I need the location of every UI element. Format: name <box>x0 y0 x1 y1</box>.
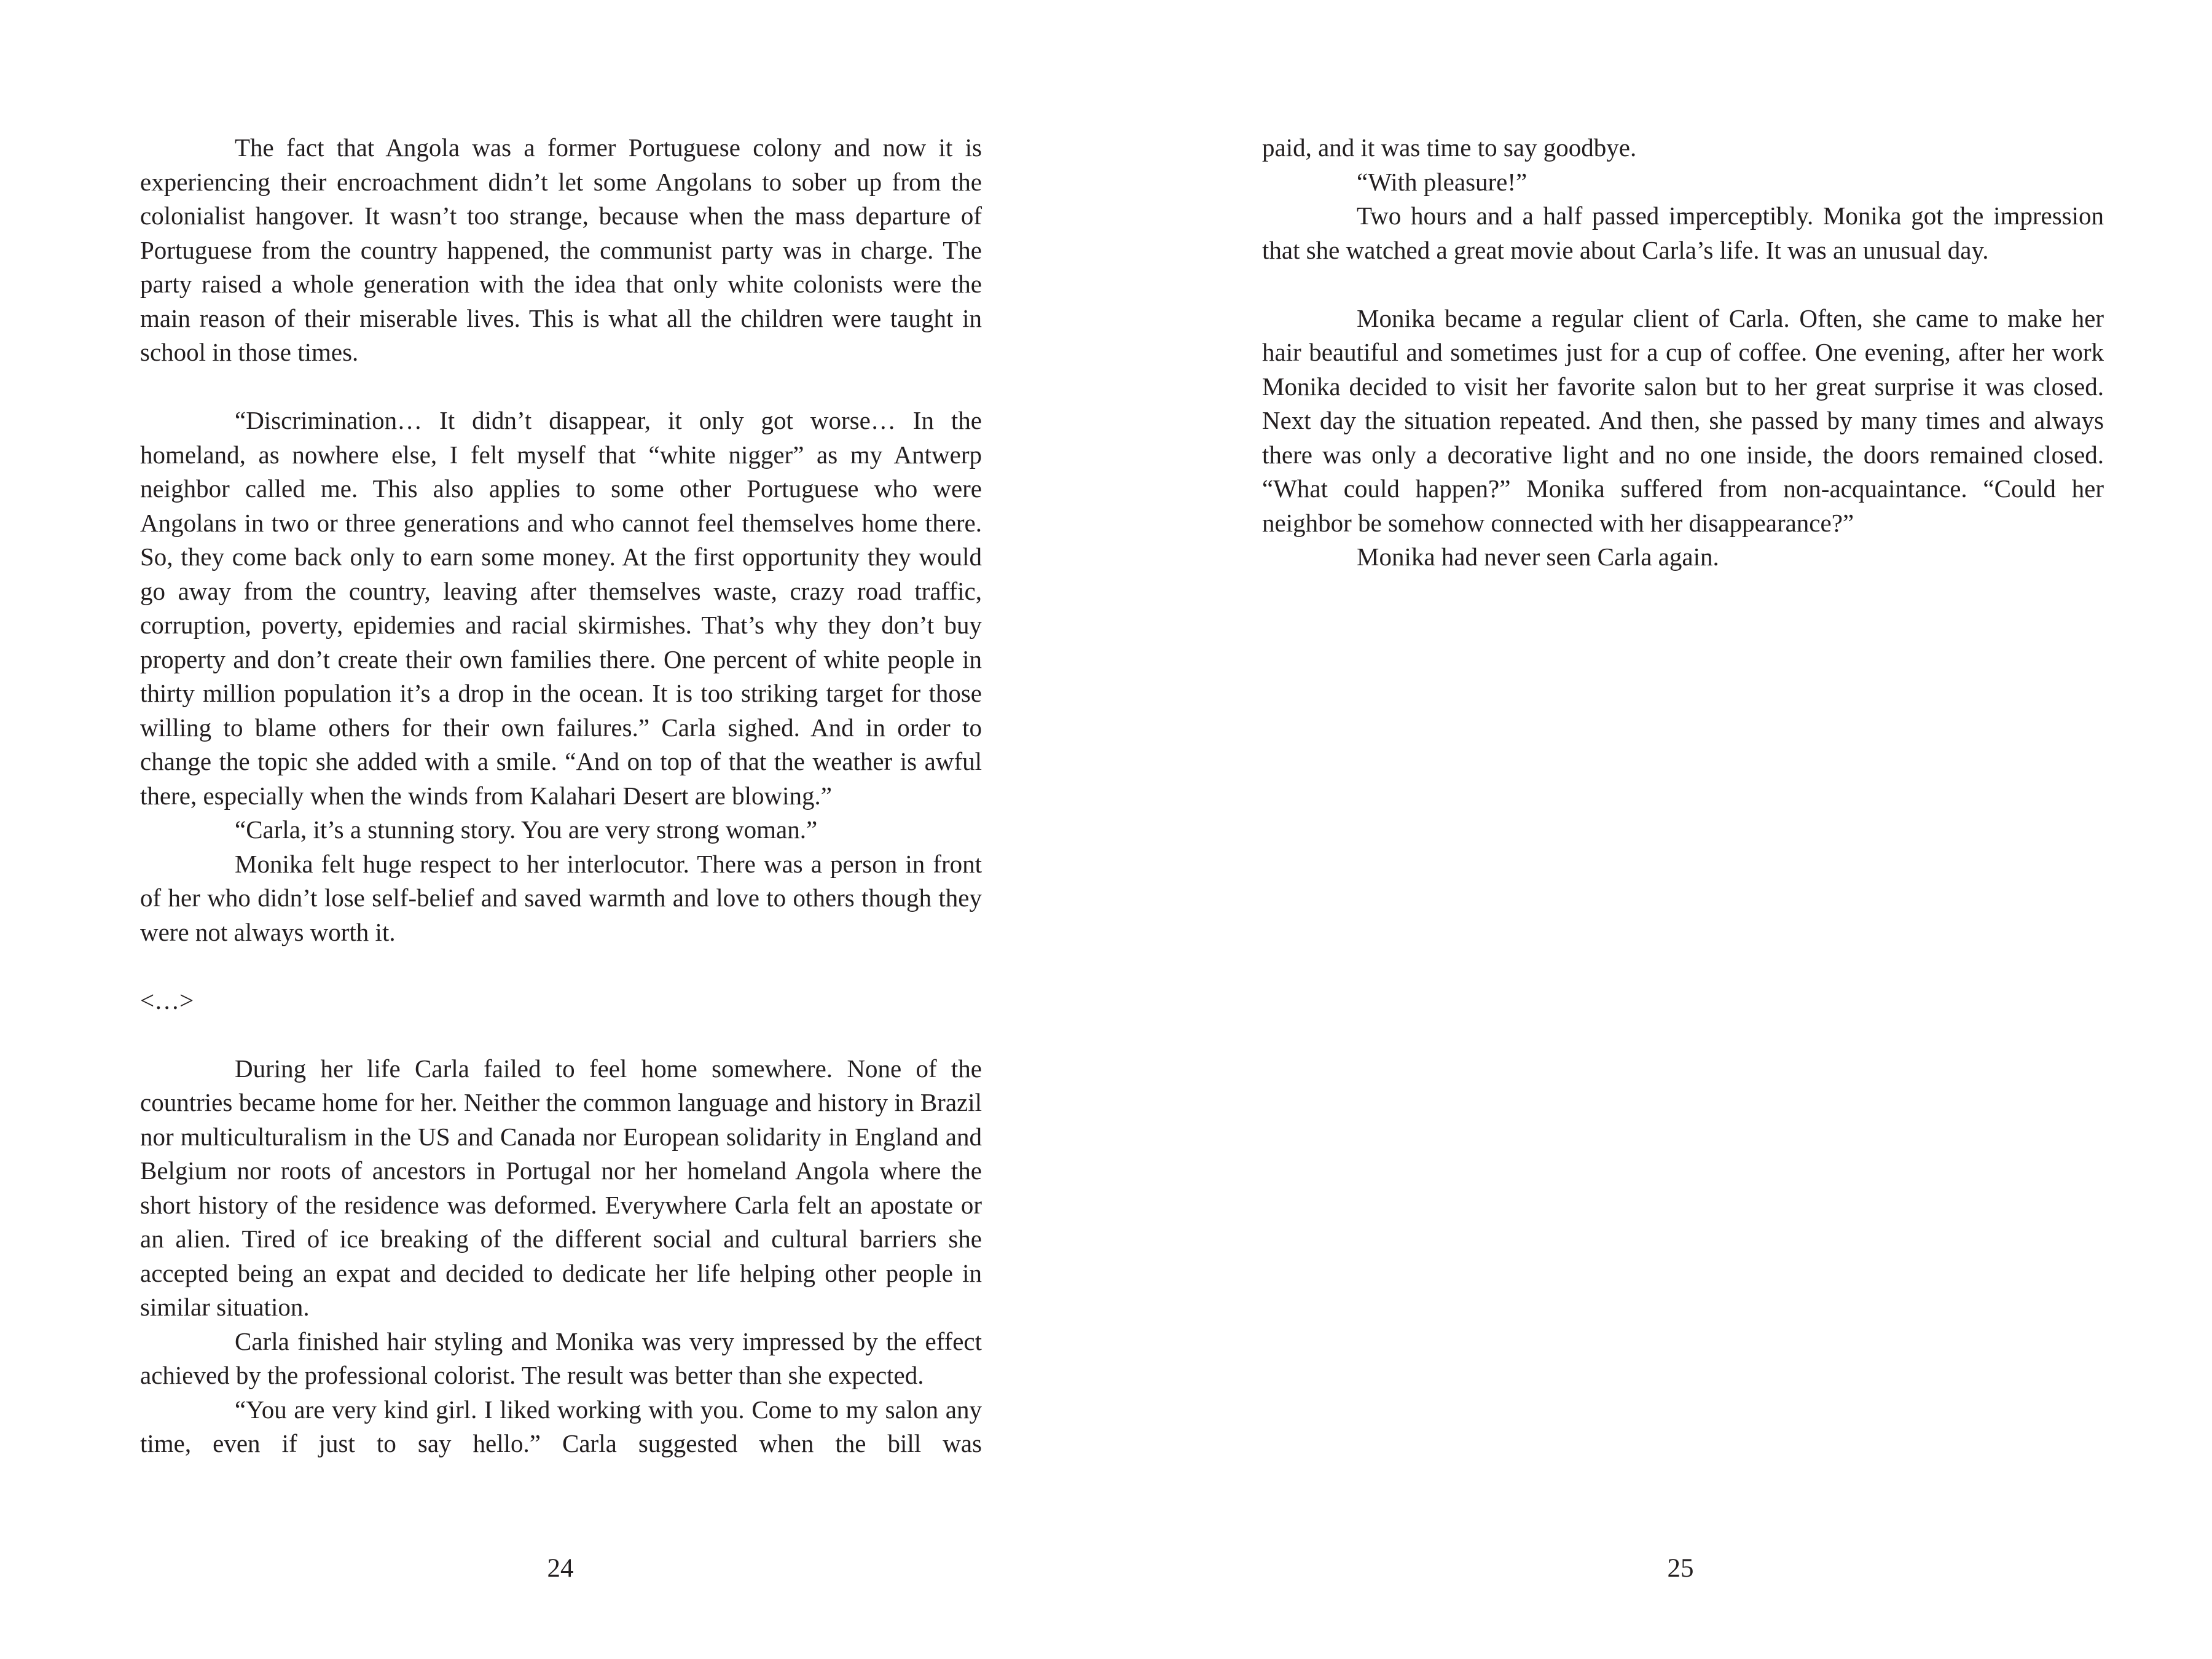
paragraph: Monika became a regular client of Carla. Often, she came to make her hair beautiful and sometimes just for a cup of coffee. One evening, after her work Monika decided to visit her favorite salon but to her great surprise it was closed. Next day the situation repeated. And then, she passed by many times and always there was only a decorative light and no one inside, the doors remained closed. “What could happen?” Monika suffered from non-acquaintance. “Could her neighbor be somehow connected with her disappearance?” <box>1262 304 2104 537</box>
paragraph: Two hours and a half passed imperceptibly. Monika got the impression that she watched a great movie about Carla’s life. It was an unusual day. <box>1262 202 2104 264</box>
section-break: <…> <box>140 986 194 1014</box>
paragraph: The fact that Angola was a former Portuguese colony and now it is experiencing their encroachment didn’t let some Angolans to sober up from the colonialist hangover. It wasn’t too strange, because when the mass departure of Portuguese from the country happened, the communist party was in charge. The party raised a whole generation with the idea that only white colonists were the main reason of their miserable lives. This is what all the children were taught in school in those times. <box>140 133 982 366</box>
right-page <box>1106 0 2212 1659</box>
paragraph: “Carla, it’s a stunning story. You are very strong woman.” <box>235 815 818 844</box>
left-page-text <box>140 131 982 1461</box>
paragraph: “You are very kind girl. I liked working with you. Come to my salon any time, even if just to say hello.” Carla suggested when the bill was <box>140 1395 982 1457</box>
paragraph: Carla finished hair styling and Monika was very impressed by the effect achieved by the professional colorist. The result was better than she expected. <box>140 1327 982 1389</box>
paragraph: “Discrimination… It didn’t disappear, it only got worse… In the homeland, as nowhere else, I felt myself that “white nigger” as my Antwerp neighbor called me. This also applies to some other Portuguese who were Angolans in two or three generations and who cannot feel themselves home there. So, they come back only to earn some money. At the first opportunity they would go away from the country, leaving after themselves waste, crazy road traffic, corruption, poverty, epidemies and racial skirmishes. That’s why they don’t buy property and don’t create their own families there. One percent of white people in thirty million population it’s a drop in the ocean. It is too striking target for those willing to blame others for their own failures.” Carla sighed. And in order to change the topic she added with a smile. “And on top of that the weather is awful there, especially when the winds from Kalahari Desert are blowing.” <box>140 406 982 810</box>
paragraph: Monika had never seen Carla again. <box>1357 543 1719 571</box>
page-number: 25 <box>1667 1554 1694 1583</box>
page-number: 24 <box>547 1554 574 1583</box>
paragraph: “With pleasure!” <box>1357 167 1528 196</box>
paragraph: paid, and it was time to say goodbye. <box>1262 133 1637 162</box>
right-page-text <box>1262 131 2104 575</box>
paragraph: During her life Carla failed to feel home somewhere. None of the countries became home for her. Neither the common language and history in Brazil nor multiculturalism in the US and Canada nor European solidarity in England and Belgium nor roots of ancestors in Portugal nor her homeland Angola where the short history of the residence was deformed. Everywhere Carla felt an apostate or an alien. Tired of ice breaking of the different social and cultural barriers she accepted being an expat and decided to dedicate her life helping other people in similar situation. <box>140 1054 982 1321</box>
paragraph: Monika felt huge respect to her interlocutor. There was a person in front of her who didn’t lose self-belief and saved warmth and love to others though they were not always worth it. <box>140 849 982 946</box>
